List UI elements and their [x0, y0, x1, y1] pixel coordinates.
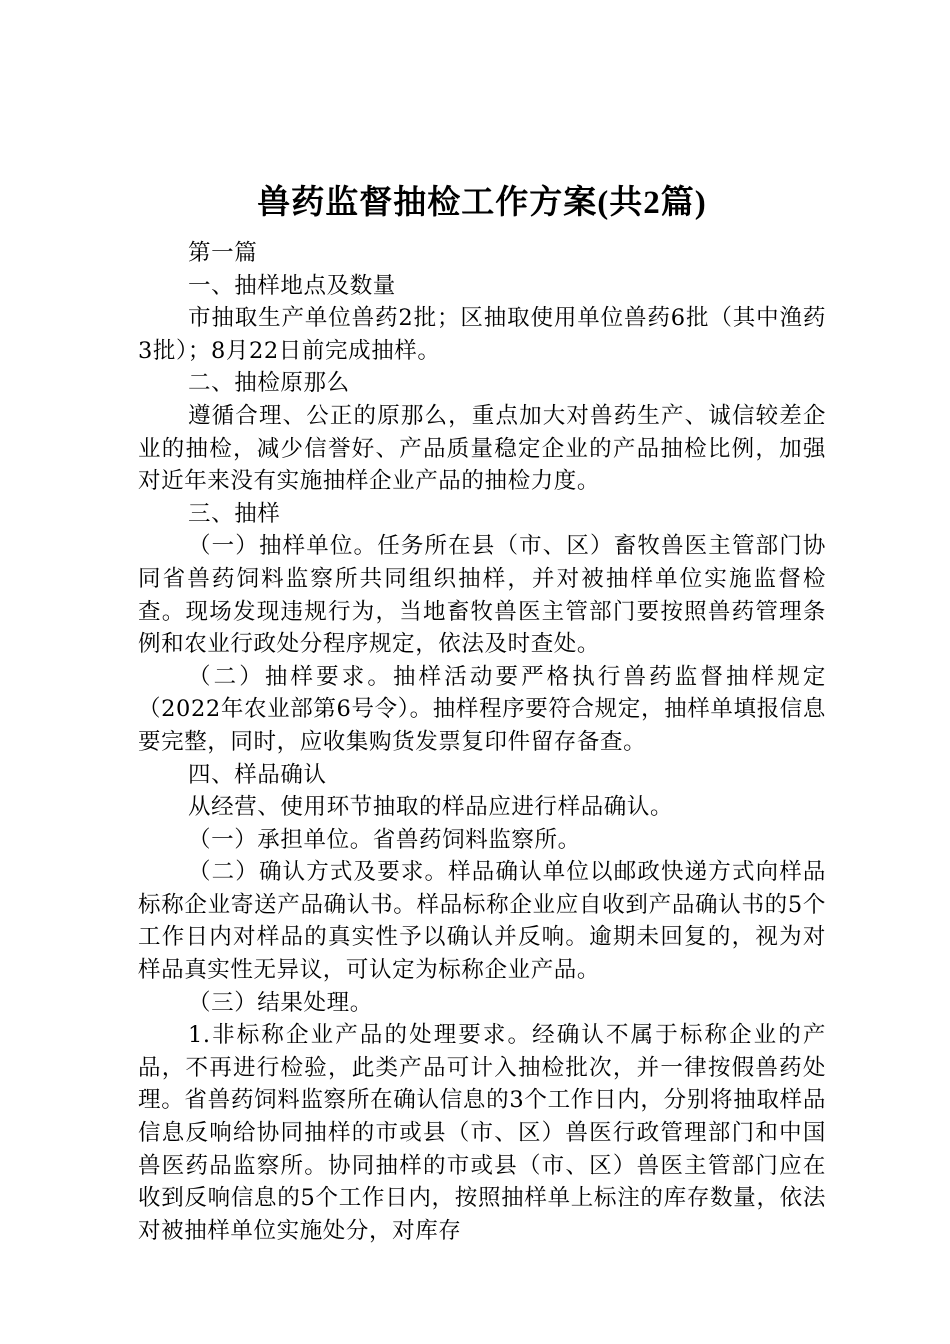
document-title: [138, 180, 826, 225]
heading-1: 一、抽样地点及数量: [188, 272, 396, 299]
paragraph: （一）抽样单位。任务所在县（市、区）畜牧兽医主管部门协同省兽药饲料监察所共同组织抽样，并对被抽样单位实施监督检查。现场发现违规行为，当地畜牧兽医主管部门要按照兽药管理条例和农业行政处分程序规定，依法及时查处。: [138, 533, 826, 658]
title-main: 兽药监督抽检工作方案: [257, 182, 598, 221]
paragraph: 市抽取生产单位兽药2批；区抽取使用单位兽药6批（其中渔药3批）；8月22日前完成抽样。: [138, 305, 826, 364]
title-suffix: (共2篇): [597, 185, 707, 221]
paragraph: （二）确认方式及要求。样品确认单位以邮政快递方式向样品标称企业寄送产品确认书。样品标称企业应自收到产品确认书的5个工作日内对样品的真实性予以确认并反响。逾期未回复的，视为对样品真实性无异议，可认定为标称企业产品。: [138, 859, 826, 984]
paragraph: 从经营、使用环节抽取的样品应进行样品确认。: [188, 794, 674, 821]
document-page: [138, 180, 826, 1247]
heading-2: 二、抽检原那么: [188, 370, 350, 397]
paragraph: 1.非标称企业产品的处理要求。经确认不属于标称企业的产品，不再进行检验，此类产品可计入抽检批次，并一律按假兽药处理。省兽药饲料监察所在确认信息的3个工作日内，分别将抽取样品信息反响给协同抽样的市或县（市、区）兽医行政管理部门和中国兽医药品监察所。协同抽样的市或县（市、区）兽医主管部门应在收到反响信息的5个工作日内，按照抽样单上标注的库存数量，依法对被抽样单位实施处分，对库存: [138, 1022, 826, 1244]
paragraph: 遵循合理、公正的原那么，重点加大对兽药生产、诚信较差企业的抽检，减少信誉好、产品质量稳定企业的产品抽检比例，加强对近年来没有实施抽样企业产品的抽检力度。: [138, 402, 826, 495]
paragraph: （二）抽样要求。抽样活动要严格执行兽药监督抽样规定（2022年农业部第6号令）。抽样程序要符合规定，抽样单填报信息要完整，同时，应收集购货发票复印件留存备查。: [138, 663, 826, 755]
subheading: （三）结果处理。: [188, 989, 373, 1016]
paragraph: （一）承担单位。省兽药饲料监察所。: [188, 826, 581, 853]
heading-4: 四、样品确认: [188, 761, 327, 788]
heading-3: 三、抽样: [188, 500, 281, 527]
section-label: 第一篇: [188, 240, 258, 266]
